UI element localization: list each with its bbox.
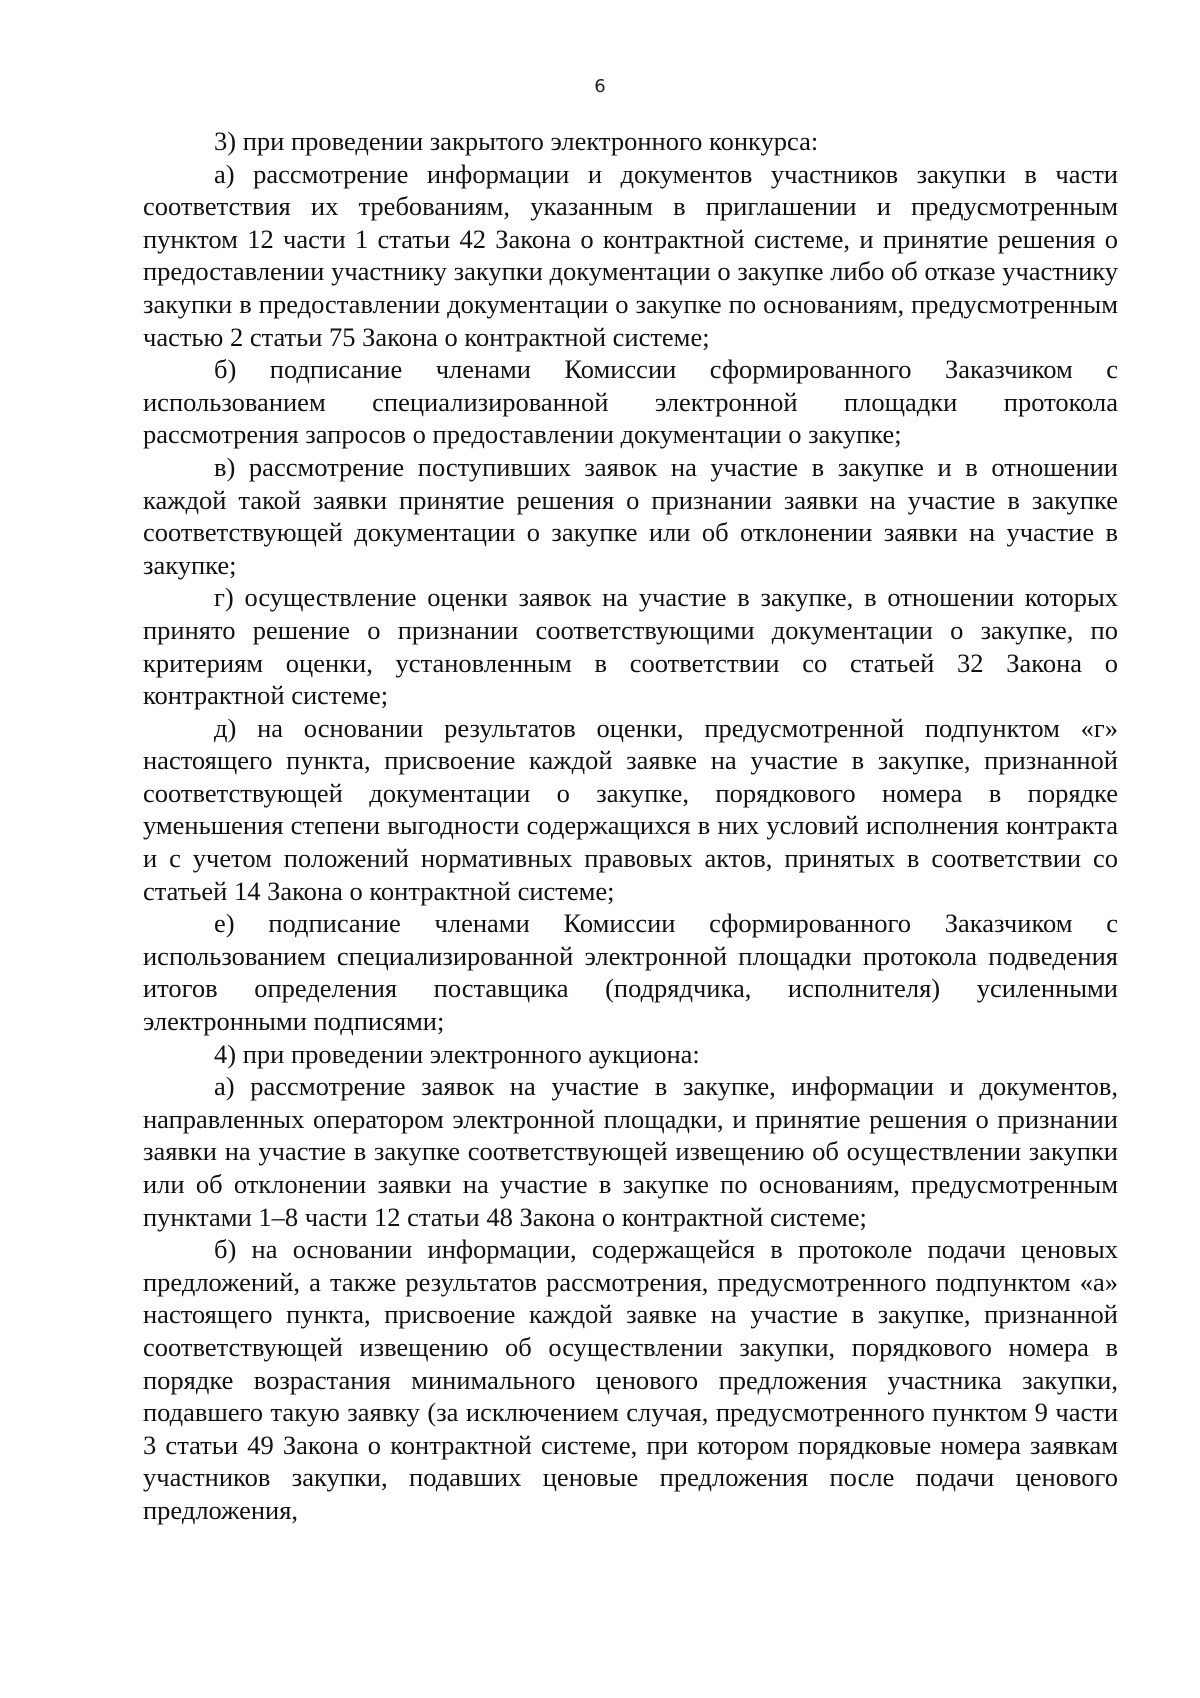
paragraph-3v: в) рассмотрение поступивших заявок на участие в закупке и в отношении каждой такой заявки принятие решения о признании заявки на участие в закупке соответствующей документации о закупке или об отклонении заявки на участие в закупке;: [143, 451, 1118, 580]
page-number: 6: [594, 76, 606, 97]
paragraph-3-heading: 3) при проведении закрытого электронного конкурса:: [214, 126, 819, 156]
paragraph-3a: а) рассмотрение информации и документов участников закупки в части соответствия их требованиям, указанным в приглашении и предусмотренным пунктом 12 части 1 статьи 42 Закона о контрактной системе, и принятие решения о предоставлении участнику закупки документации о закупке либо об отказе участнику закупки в предоставлении документации о закупке по основаниям, предусмотренным частью 2 статьи 75 Закона о контрактной системе;: [143, 158, 1118, 352]
paragraph-4-heading: 4) при проведении электронного аукциона:: [214, 1038, 700, 1069]
document-body: [143, 125, 1118, 1527]
paragraph-3e: е) подписание членами Комиссии сформированного Заказчиком с использованием специализированной электронной площадки протокола подведения итогов определения поставщика (подрядчика, исполнителя) усиленными электронными подписями;: [143, 908, 1118, 1037]
paragraph-4b: б) на основании информации, содержащейся в протоколе подачи ценовых предложений, а также результатов рассмотрения, предусмотренного подпунктом «а» настоящего пункта, присвоение каждой заявке на участие в закупке, признанной соответствующей извещению об осуществлении закупки, порядкового номера в порядке возрастания минимального ценового предложения участника закупки, подавшего такую заявку (за исключением случая, предусмотренного пунктом 9 части 3 статьи 49 Закона о контрактной системе, при котором порядковые номера заявкам участников закупки, подавших ценовые предложения после подачи ценового предложения,: [143, 1234, 1118, 1525]
paragraph-4a: а) рассмотрение заявок на участие в закупке, информации и документов, направленных оператором электронной площадки, и принятие решения о признании заявки на участие в закупке соответствующей извещению об осуществлении закупки или об отклонении заявки на участие в закупке по основаниям, предусмотренным пунктами 1–8 части 12 статьи 48 Закона о контрактной системе;: [143, 1071, 1118, 1232]
paragraph-3b: б) подписание членами Комиссии сформированного Заказчиком с использованием специализированной электронной площадки протокола рассмотрения запросов о предоставлении документации о закупке;: [143, 354, 1118, 450]
paragraph-3d: д) на основании результатов оценки, предусмотренной подпунктом «г» настоящего пункта, присвоение каждой заявке на участие в закупке, признанной соответствующей документации о закупке, порядкового номера в порядке уменьшения степени выгодности содержащихся в них условий исполнения контракта и с учетом положений нормативных правовых актов, принятых в соответствии со статьей 14 Закона о контрактной системе;: [143, 712, 1118, 906]
paragraph-3g: г) осуществление оценки заявок на участие в закупке, в отношении которых принято решение о признании соответствующими документации о закупке, по критериям оценки, установленным в соответствии со статьей 32 Закона о контрактной системе;: [143, 582, 1118, 711]
